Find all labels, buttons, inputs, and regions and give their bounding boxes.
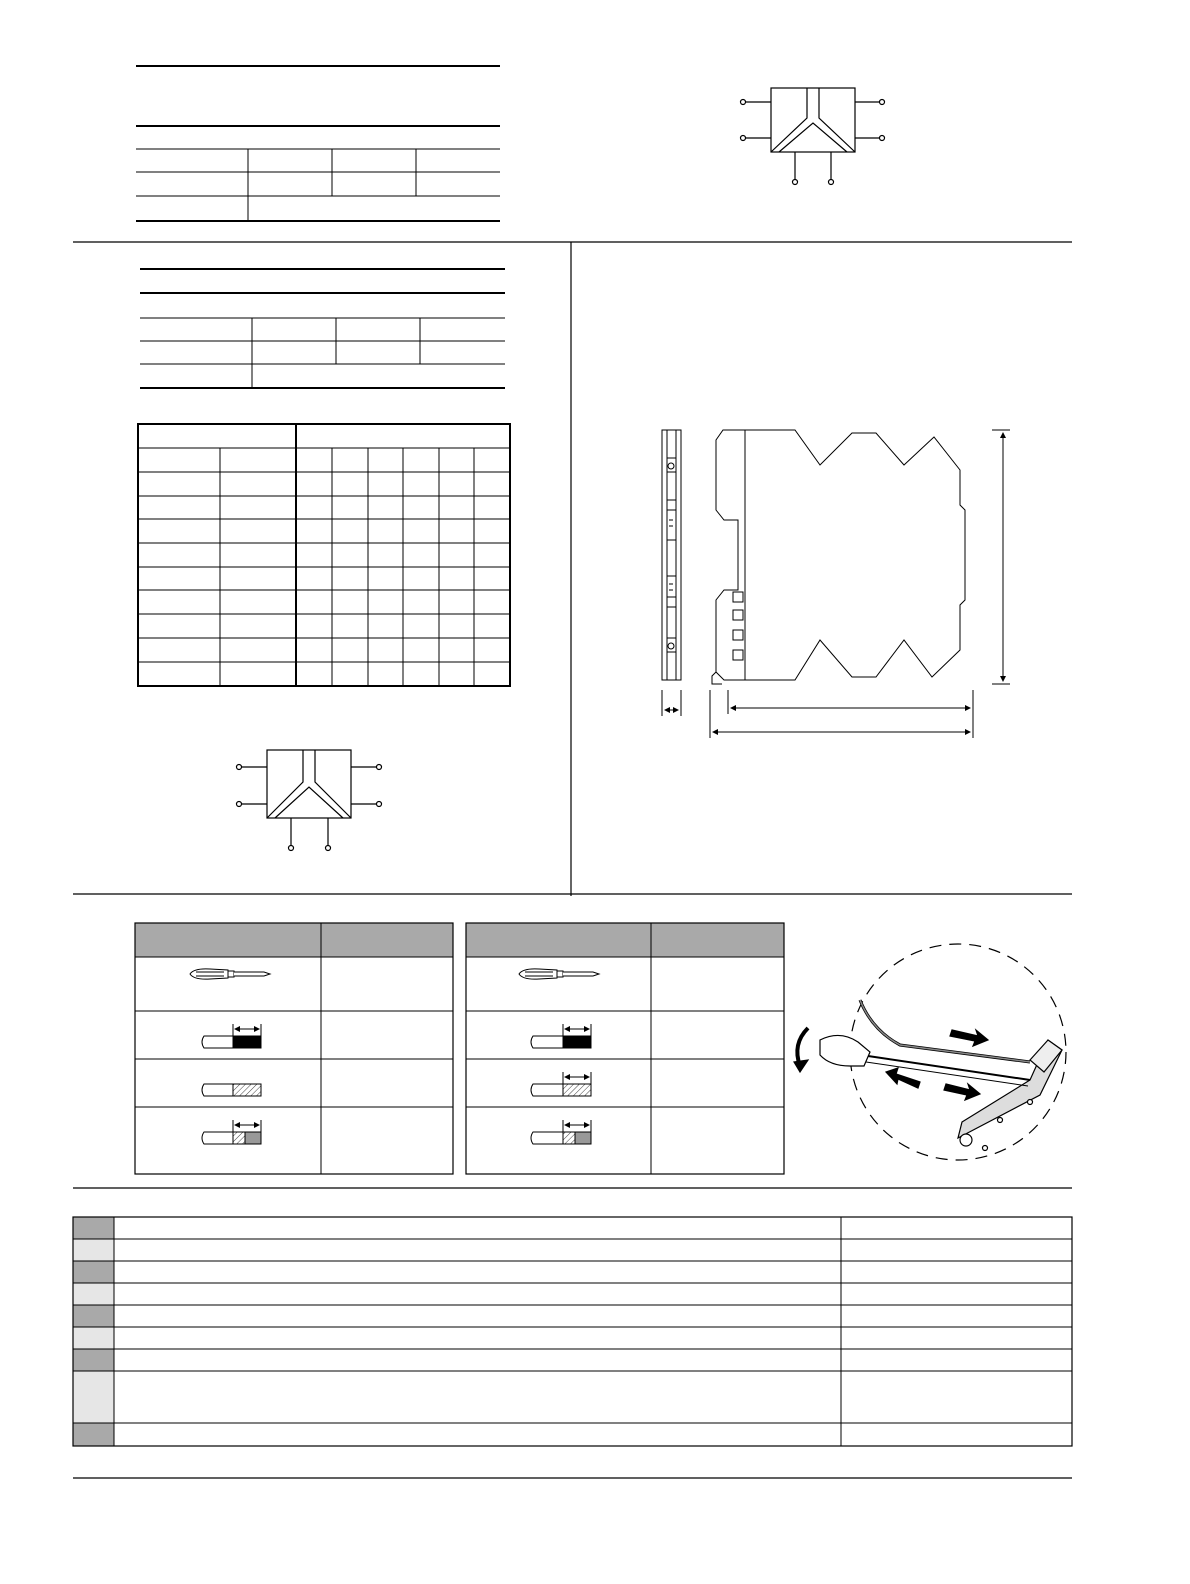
- screwdriver-icon: [190, 969, 270, 979]
- tools-table-left: [135, 923, 453, 1174]
- grid-table: [138, 424, 510, 686]
- section-dividers: [73, 242, 1072, 1478]
- block-diagram-icon: [741, 88, 885, 185]
- terminal-connection-illustration: [794, 944, 1066, 1160]
- wire-stripped-icon: [531, 1120, 591, 1144]
- block-diagram-icon: [237, 750, 382, 851]
- tools-table-right: [466, 923, 784, 1174]
- module-dimension-drawing: [662, 430, 1010, 738]
- wire-stripped-icon: [531, 1024, 591, 1048]
- bottom-table: [73, 1217, 1072, 1446]
- wire-stripped-icon: [202, 1084, 261, 1096]
- screwdriver-icon: [519, 969, 599, 979]
- top-table: [136, 66, 500, 221]
- wire-stripped-icon: [202, 1120, 261, 1144]
- wire-stripped-icon: [202, 1024, 261, 1048]
- second-table: [140, 269, 505, 388]
- wire-stripped-icon: [531, 1072, 591, 1096]
